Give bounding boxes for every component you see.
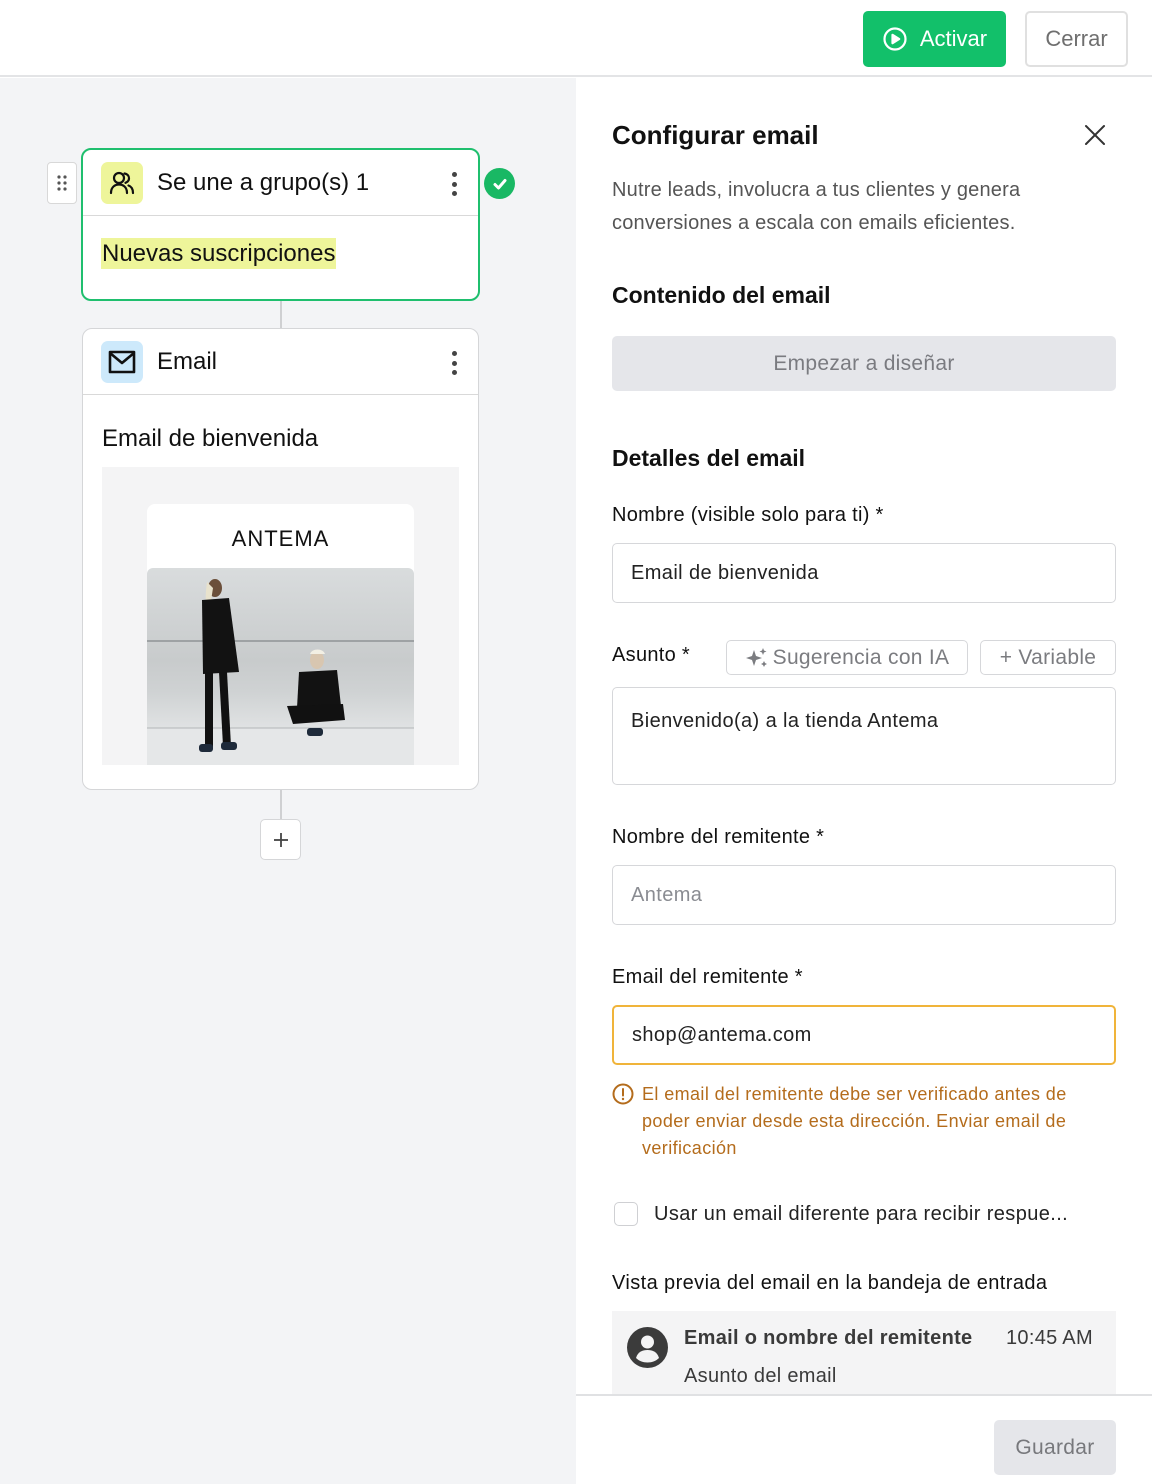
drag-handle[interactable] — [47, 162, 77, 204]
save-button[interactable] — [994, 1420, 1116, 1475]
name-field-label: Nombre (visible solo para ti) * — [612, 504, 884, 526]
connector-line — [280, 301, 282, 328]
alert-circle-icon — [612, 1083, 634, 1105]
panel-title: Configurar email — [612, 120, 819, 150]
brand-logo: ANTEMA — [231, 526, 330, 551]
sender-name-input[interactable] — [612, 865, 1116, 925]
subject-textarea[interactable] — [612, 687, 1116, 785]
reply-to-toggle[interactable] — [614, 1202, 1068, 1226]
sender-email-input[interactable] — [612, 1005, 1116, 1065]
inbox-time: 10:45 AM — [1006, 1327, 1093, 1349]
name-input[interactable] — [612, 543, 1116, 603]
ai-suggestion-button[interactable] — [726, 640, 968, 675]
group-tag: Nuevas suscripciones — [102, 240, 336, 267]
sender-name-placeholder: Antema — [631, 883, 703, 906]
top-bar — [0, 0, 1152, 77]
email-thumbnail — [102, 467, 459, 765]
configure-email-panel — [576, 78, 1152, 1394]
activate-button[interactable] — [863, 11, 1006, 67]
reply-to-checkbox[interactable] — [614, 1202, 638, 1226]
email-node-header — [83, 329, 478, 395]
panel-description: Nutre leads, involucra a tus clientes y genera conversiones a escala con emails eficientes. — [612, 179, 1021, 234]
close-button[interactable] — [1025, 11, 1128, 67]
sender-warning — [612, 1081, 1112, 1162]
inbox-subject: Asunto del email — [684, 1365, 837, 1387]
warning-text: El email del remitente debe ser verificado antes de poder enviar desde esta dirección. — [642, 1084, 1067, 1131]
trigger-node-header — [83, 150, 478, 216]
user-avatar-icon — [627, 1327, 668, 1368]
plus-icon — [273, 832, 289, 848]
close-panel-icon[interactable] — [1082, 122, 1108, 148]
email-thumbnail-card — [147, 504, 414, 765]
trigger-node[interactable] — [81, 148, 480, 301]
activate-label: Activar — [919, 26, 988, 51]
start-design-label: Empezar a diseñar — [773, 351, 955, 375]
email-node-title: Email — [157, 347, 218, 375]
sparkles-icon — [745, 647, 769, 669]
trigger-node-title: Se une a grupo(s) 1 — [157, 168, 370, 196]
inbox-preview — [612, 1311, 1116, 1394]
mail-icon — [101, 341, 143, 383]
email-node-menu-icon[interactable] — [450, 351, 458, 375]
send-verification-link[interactable]: Enviar email de verificación — [642, 1111, 1067, 1158]
subject-value: Bienvenido(a) a la tienda Antema — [631, 710, 939, 732]
inbox-sender: Email o nombre del remitente — [684, 1327, 973, 1349]
ai-suggestion-label: Sugerencia con IA — [772, 645, 950, 669]
sender-email-value: shop@antema.com — [632, 1023, 812, 1046]
inbox-preview-title: Vista previa del email en la bandeja de entrada — [612, 1272, 1048, 1294]
reply-to-label: Usar un email diferente para recibir respue... — [654, 1202, 1069, 1225]
subject-field-label: Asunto * — [612, 644, 691, 666]
play-circle-icon — [882, 26, 908, 52]
save-label: Guardar — [1015, 1435, 1095, 1459]
trigger-node-menu-icon[interactable] — [450, 172, 458, 196]
email-node-name: Email de bienvenida — [102, 425, 319, 452]
sender-name-label: Nombre del remitente * — [612, 826, 825, 848]
add-variable-label: + Variable — [999, 645, 1097, 669]
hero-photo — [147, 568, 414, 765]
panel-footer — [576, 1394, 1152, 1484]
grip-dots-icon — [56, 174, 68, 192]
connector-line — [280, 790, 282, 819]
sender-email-label: Email del remitente * — [612, 966, 803, 988]
start-design-button[interactable] — [612, 336, 1116, 391]
add-variable-button[interactable] — [980, 640, 1116, 675]
name-input-value: Email de bienvenida — [631, 561, 819, 584]
email-node[interactable] — [82, 328, 479, 790]
content-section-title: Contenido del email — [612, 282, 831, 308]
close-label: Cerrar — [1045, 26, 1108, 51]
details-section-title: Detalles del email — [612, 445, 806, 471]
check-circle-icon — [484, 168, 515, 199]
add-step-button[interactable] — [260, 819, 301, 860]
users-icon — [101, 162, 143, 204]
